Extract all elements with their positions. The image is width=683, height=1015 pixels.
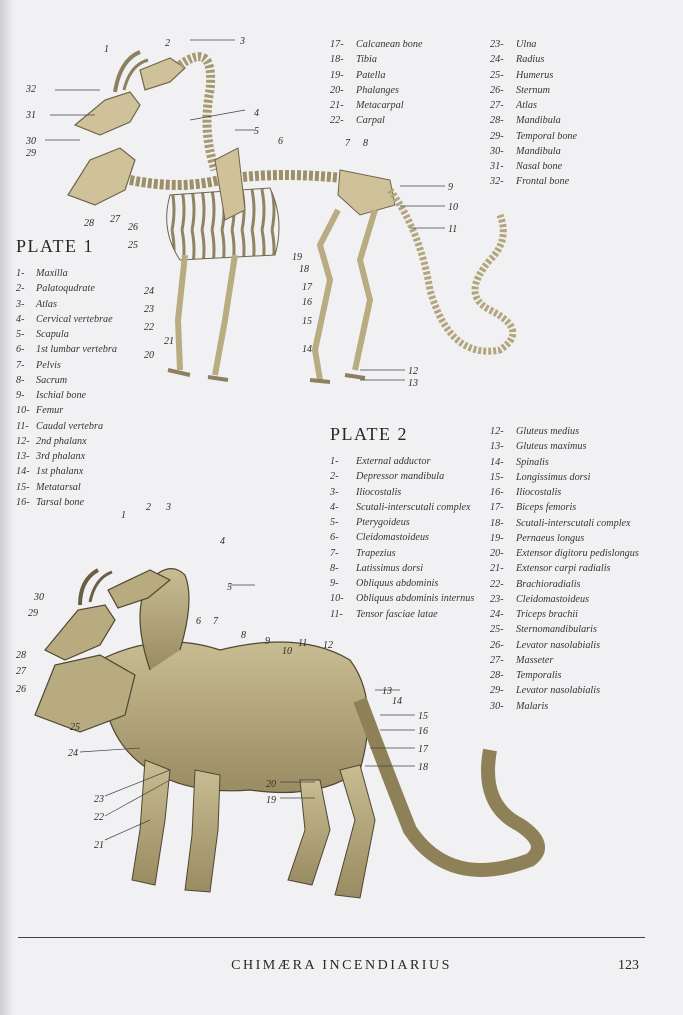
legend-item-number: 15- — [490, 471, 504, 483]
svg-text:28: 28 — [16, 650, 26, 661]
legend-item-number: 6- — [330, 532, 339, 544]
svg-text:8: 8 — [241, 630, 246, 641]
legend-item-number: 1- — [16, 268, 25, 279]
legend-item-label: Temporalis — [516, 670, 562, 681]
legend-item-number: 9- — [330, 578, 339, 589]
svg-text:13: 13 — [408, 378, 418, 389]
legend-item-number: 26- — [490, 639, 504, 651]
svg-text:23: 23 — [144, 304, 154, 315]
legend-item-number: 24- — [490, 609, 504, 620]
legend-item-label: Pterygoideus — [356, 517, 410, 528]
running-title: CHIMÆRA INCENDIARIUS — [231, 958, 452, 973]
legend-item-number: 27- — [490, 100, 504, 111]
legend-item-label: Tarsal bone — [36, 496, 85, 508]
footer-rule — [18, 937, 645, 938]
legend-item-label: 1st lumbar vertebra — [36, 344, 117, 356]
legend-item-label: Phalanges — [356, 84, 400, 96]
page-number: 123 — [618, 958, 639, 973]
svg-text:22: 22 — [144, 322, 154, 333]
svg-text:19: 19 — [292, 252, 302, 263]
legend-item-number: 17- — [490, 502, 504, 514]
legend-item-number: 11- — [330, 608, 343, 620]
legend-item-label: Nasal bone — [516, 161, 563, 172]
legend-item — [16, 419, 117, 434]
legend-item-label: Palatoqudrate — [36, 283, 95, 295]
legend-item-label: Malaris — [516, 700, 549, 712]
svg-text:2: 2 — [165, 38, 170, 49]
legend-item-number: 12- — [16, 435, 30, 447]
svg-text:17: 17 — [418, 744, 428, 755]
legend-item-label: Pelvis — [36, 359, 61, 371]
svg-text:5: 5 — [227, 582, 232, 593]
svg-text:13: 13 — [382, 686, 392, 697]
legend-item-number: 5- — [330, 517, 339, 528]
svg-text:10: 10 — [282, 646, 292, 657]
legend-item-label: Longissimus dorsi — [516, 471, 591, 483]
legend-item-label: Extensor digitoru pedislongus — [516, 548, 639, 559]
legend-item-number: 8- — [330, 562, 339, 574]
page-gutter-shadow — [0, 0, 14, 1015]
svg-text:6: 6 — [196, 616, 201, 627]
svg-text:25: 25 — [128, 240, 138, 251]
legend-item-label: Scutali-interscutali complex — [516, 517, 631, 529]
svg-text:11: 11 — [448, 224, 458, 235]
legend-item-number: 7- — [16, 359, 25, 371]
svg-text:30: 30 — [26, 136, 36, 147]
svg-text:2: 2 — [146, 502, 151, 513]
legend-item-label: Atlas — [36, 298, 57, 310]
legend-item-number: 15- — [16, 481, 30, 493]
svg-text:10: 10 — [448, 202, 458, 213]
svg-text:16: 16 — [302, 297, 312, 308]
legend-item-label: Frontal bone — [516, 176, 570, 188]
legend-item-label: Cleidomastoideus — [356, 532, 430, 544]
legend-item-label: Levator nasolabialis — [516, 639, 601, 651]
legend-item-label: Atlas — [516, 100, 537, 111]
legend-item-number: 13- — [490, 441, 504, 453]
legend-item-label: Metacarpal — [356, 100, 404, 111]
legend-item-number: 4- — [16, 313, 25, 325]
legend-item-label: Mandibula — [516, 115, 561, 127]
svg-text:17: 17 — [302, 282, 312, 293]
legend-item-label: Radius — [516, 54, 545, 66]
legend-item-label: Mandibula — [516, 145, 561, 157]
svg-text:26: 26 — [128, 222, 138, 233]
svg-text:7: 7 — [213, 616, 218, 627]
svg-text:32: 32 — [26, 84, 36, 95]
legend-item-number: 19- — [490, 532, 504, 544]
legend-item-number: 27- — [490, 654, 504, 666]
legend-item-label: Iliocostalis — [356, 486, 402, 498]
legend-item-label: Gluteus medius — [516, 426, 580, 437]
legend-item-label: Biceps femoris — [516, 502, 577, 514]
legend-item-number: 29- — [490, 130, 504, 142]
legend-item-label: Iliocostalis — [516, 487, 562, 498]
legend-item-label: Latissimus dorsi — [356, 562, 424, 574]
svg-text:25: 25 — [70, 722, 80, 733]
legend-item-label: Tibia — [356, 54, 377, 66]
legend-item-label: Sacrum — [36, 374, 68, 386]
legend-item-label: Ischial bone — [36, 390, 87, 401]
svg-text:4: 4 — [254, 108, 259, 119]
legend-item-label: Sternomandibularis — [516, 624, 597, 636]
chimera-musculature-illustration — [16, 500, 580, 920]
legend-item-number: 18- — [330, 54, 344, 66]
legend-item — [490, 424, 639, 439]
legend-item-label: Cervical vertebrae — [36, 313, 113, 325]
legend-item-number: 2- — [330, 471, 339, 483]
legend-item — [16, 434, 117, 449]
svg-text:14: 14 — [392, 696, 402, 707]
legend-item-label: Caudal vertebra — [36, 420, 104, 432]
svg-text:27: 27 — [110, 214, 120, 225]
svg-text:31: 31 — [26, 110, 36, 121]
legend-item-label: Humerus — [516, 69, 554, 81]
legend-item-number: 21- — [330, 100, 344, 111]
legend-item — [16, 403, 117, 418]
legend-item-number: 10- — [16, 405, 30, 417]
legend-item-label: External adductor — [356, 456, 431, 467]
legend-item-number: 21- — [490, 563, 504, 575]
legend-item-label: 1st phalanx — [36, 466, 84, 478]
plate-2-title: PLATE 2 — [330, 424, 408, 444]
legend-item-label: Femur — [36, 405, 64, 417]
legend-item-number: 25- — [490, 624, 504, 636]
legend-item-label: Tensor fasciae latae — [356, 608, 438, 620]
svg-text:15: 15 — [302, 316, 312, 327]
legend-item — [490, 439, 639, 454]
svg-text:18: 18 — [299, 264, 309, 275]
svg-text:3: 3 — [240, 36, 245, 47]
svg-text:5: 5 — [254, 126, 259, 137]
svg-text:26: 26 — [16, 684, 26, 695]
legend-item-number: 10- — [330, 593, 344, 605]
legend-item-label: Calcanean bone — [356, 39, 423, 50]
legend-item-label: Levator nasolabialis — [516, 685, 601, 697]
legend-item-number: 4- — [330, 501, 339, 513]
svg-text:21: 21 — [94, 840, 104, 851]
plate-1-title: PLATE 1 — [16, 236, 94, 256]
legend-item-label: Maxilla — [36, 268, 68, 279]
legend-item-label: Carpal — [356, 115, 385, 127]
legend-item-number: 25- — [490, 69, 504, 81]
svg-text:20: 20 — [144, 350, 154, 361]
legend-item-label: 3rd phalanx — [36, 451, 86, 462]
svg-text:9: 9 — [265, 636, 270, 647]
legend-item-number: 20- — [490, 548, 504, 559]
legend-item-number: 29- — [490, 685, 504, 697]
svg-text:18: 18 — [418, 762, 428, 773]
legend-item-label: Depressor mandibula — [356, 471, 445, 483]
legend-item-number: 22- — [490, 578, 504, 590]
legend-item-number: 26- — [490, 84, 504, 96]
legend-item-label: Brachioradialis — [516, 578, 581, 590]
legend-item-number: 31- — [490, 161, 504, 172]
svg-text:29: 29 — [26, 148, 36, 159]
legend-item-number: 23- — [490, 593, 504, 605]
legend-item-number: 28- — [490, 115, 504, 127]
legend-item-number: 8- — [16, 374, 25, 386]
legend-item-label: Sternum — [516, 84, 550, 96]
legend-item-label: Temporal bone — [516, 130, 578, 142]
legend-item-label: Cleidomastoideus — [516, 593, 590, 605]
legend-item-number: 3- — [330, 486, 339, 498]
svg-text:7: 7 — [345, 138, 350, 149]
svg-text:28: 28 — [84, 218, 94, 229]
svg-text:16: 16 — [418, 726, 428, 737]
legend-item-number: 12- — [490, 426, 504, 437]
svg-text:8: 8 — [363, 138, 368, 149]
legend-item-label: Pernaeus longus — [516, 532, 585, 544]
legend-item — [330, 485, 474, 500]
svg-text:3: 3 — [166, 502, 171, 513]
legend-item-label: Ulna — [516, 39, 537, 50]
legend-item-number: 22- — [330, 115, 344, 127]
svg-text:4: 4 — [220, 536, 225, 547]
svg-text:19: 19 — [266, 795, 276, 806]
legend-item-number: 18- — [490, 517, 504, 529]
svg-text:6: 6 — [278, 136, 283, 147]
svg-text:15: 15 — [418, 711, 428, 722]
legend-item-number: 14- — [490, 456, 504, 468]
legend-item-number: 28- — [490, 670, 504, 681]
svg-text:24: 24 — [68, 748, 78, 759]
legend-item-label: Metatarsal — [36, 481, 81, 493]
chimera-skeleton-illustration — [20, 30, 540, 400]
legend-item-number: 24- — [490, 54, 504, 66]
legend-item-number: 6- — [16, 344, 25, 356]
legend-item-number: 2- — [16, 283, 25, 295]
legend-item — [490, 470, 639, 485]
legend-item — [16, 480, 117, 495]
svg-text:14: 14 — [302, 344, 312, 355]
svg-text:24: 24 — [144, 286, 154, 297]
legend-item-number: 9- — [16, 390, 25, 401]
legend-item-number: 30- — [490, 700, 504, 712]
legend-item — [330, 469, 474, 484]
svg-text:11: 11 — [298, 638, 308, 649]
legend-item-number: 3- — [16, 298, 25, 310]
legend-item-number: 11- — [16, 420, 29, 432]
svg-text:12: 12 — [323, 640, 333, 651]
legend-item-number: 19- — [330, 69, 344, 81]
legend-item-label: Scapula — [36, 329, 69, 340]
legend-item-label: Trapezius — [356, 547, 396, 559]
legend-item-label: Extensor carpi radialis — [516, 563, 611, 575]
legend-item-number: 1- — [330, 456, 339, 467]
legend-item-label: 2nd phalanx — [36, 435, 87, 447]
legend-item-number: 20- — [330, 84, 344, 96]
legend-item-number: 30- — [490, 145, 504, 157]
legend-item-number: 17- — [330, 39, 344, 50]
svg-text:1: 1 — [104, 44, 109, 55]
svg-text:30: 30 — [34, 592, 44, 603]
legend-item-label: Masseter — [516, 654, 554, 666]
svg-text:20: 20 — [266, 779, 276, 790]
legend-item-number: 16- — [490, 487, 504, 498]
legend-item-label: Patella — [356, 69, 386, 81]
legend-item-label: Obliquus abdominis internus — [356, 593, 475, 605]
legend-item — [330, 454, 474, 469]
legend-item — [490, 485, 639, 500]
legend-item-number: 7- — [330, 547, 339, 559]
legend-item-number: 14- — [16, 466, 30, 478]
legend-item — [490, 455, 639, 470]
legend-item-label: Obliquus abdominis — [356, 578, 439, 589]
legend-item-number: 5- — [16, 329, 25, 340]
legend-item-label: Gluteus maximus — [516, 441, 587, 453]
svg-text:27: 27 — [16, 666, 26, 677]
legend-item — [16, 464, 117, 479]
legend-item-number: 32- — [490, 176, 504, 188]
svg-text:29: 29 — [28, 608, 38, 619]
legend-item-label: Scutali-interscutali complex — [356, 501, 471, 513]
legend-item-number: 16- — [16, 496, 30, 508]
svg-text:22: 22 — [94, 812, 104, 823]
svg-text:12: 12 — [408, 366, 418, 377]
svg-text:21: 21 — [164, 336, 174, 347]
legend-item-label: Triceps brachii — [516, 609, 578, 620]
svg-text:9: 9 — [448, 182, 453, 193]
legend-item-label: Spinalis — [516, 456, 549, 468]
legend-item-number: 13- — [16, 451, 30, 462]
legend-item — [16, 449, 117, 464]
svg-text:23: 23 — [94, 794, 104, 805]
svg-text:1: 1 — [121, 510, 126, 521]
legend-item-number: 23- — [490, 39, 504, 50]
